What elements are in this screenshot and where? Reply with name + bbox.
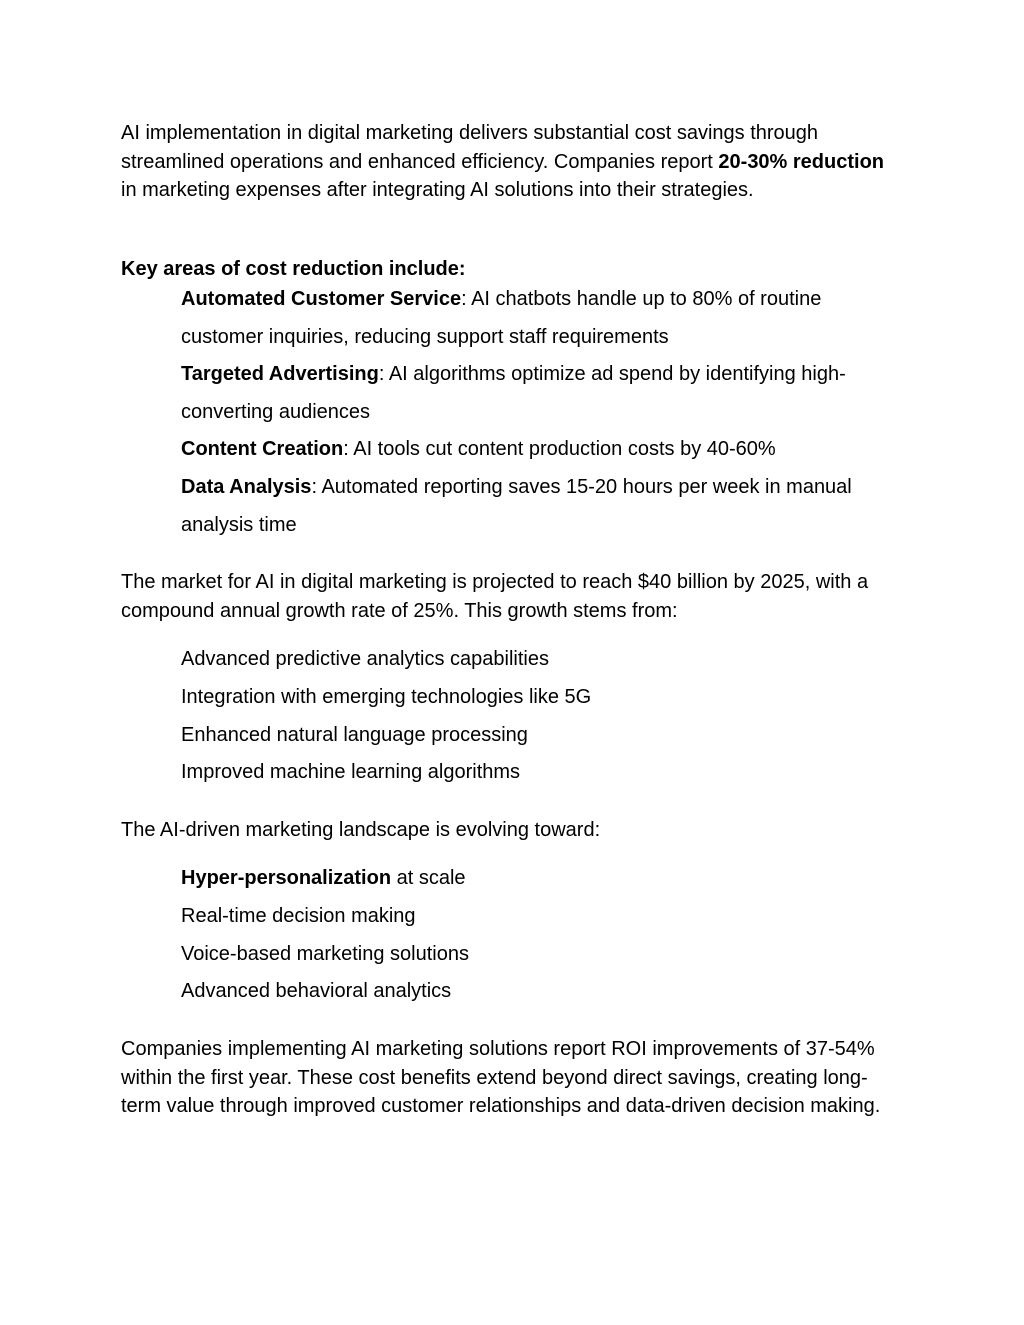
list-item-text: at scale xyxy=(391,867,466,889)
list-item-label: Targeted Advertising xyxy=(181,363,379,386)
list-item-label: Data Analysis xyxy=(181,475,312,498)
list-item-text: : AI chatbots handle up to 80% of routine customer inquiries, reducing support staff requirements xyxy=(181,288,822,348)
cost-reduction-heading: Key areas of cost reduction include: xyxy=(121,258,466,280)
list-item-text: Real-time decision making xyxy=(181,904,416,927)
roi-paragraph: Companies implementing AI marketing solutions report ROI improvements of 37-54% within the first year. These cost benefits extend beyond direct savings, creating long-term value through improved customer relationships and data-driven decision making. xyxy=(121,1038,881,1118)
list-item-text: : Automated reporting saves 15-20 hours per week in manual analysis time xyxy=(181,475,852,536)
intro-paragraph xyxy=(121,119,891,205)
market-paragraph: The market for AI in digital marketing is projected to reach $40 billion by 2025, with a compound annual growth rate of 25%. This growth stems from: xyxy=(121,571,869,622)
list-item xyxy=(181,973,901,1011)
list-item xyxy=(181,936,901,974)
list-item xyxy=(181,431,901,469)
list-item-text: Advanced behavioral analytics xyxy=(181,980,452,1003)
list-item xyxy=(181,356,901,431)
list-item xyxy=(181,898,901,936)
list-item-text: : AI algorithms optimize ad spend by identifying high-converting audiences xyxy=(181,363,846,423)
intro-text-2: in marketing expenses after integrating AI solutions into their strategies. xyxy=(121,179,754,202)
list-item xyxy=(181,281,901,356)
list-item-label: Hyper-personalization xyxy=(181,867,392,889)
trend-list xyxy=(181,860,901,1011)
list-item-text: : AI tools cut content production costs by 40-60% xyxy=(343,438,776,461)
intro-highlight: 20-30% reduction xyxy=(718,150,885,173)
list-item: Advanced predictive analytics capabilities xyxy=(181,648,549,670)
landscape-paragraph: The AI-driven marketing landscape is evolving toward: xyxy=(121,819,601,841)
list-item: Integration with emerging technologies like 5G xyxy=(181,685,592,708)
growth-list xyxy=(181,641,901,792)
list-item xyxy=(181,860,901,898)
list-item xyxy=(181,469,901,544)
cost-reduction-list xyxy=(181,281,901,544)
list-item: Enhanced natural language processing xyxy=(181,723,528,746)
intro-text-1: AI implementation in digital marketing delivers substantial cost savings through streamlined operations and enhanced efficiency. Companies report xyxy=(121,122,819,173)
list-item: Improved machine learning algorithms xyxy=(181,761,521,784)
list-item-label: Automated Customer Service xyxy=(181,288,462,310)
list-item-label: Content Creation xyxy=(181,438,344,461)
list-item-text: Voice-based marketing solutions xyxy=(181,942,469,965)
